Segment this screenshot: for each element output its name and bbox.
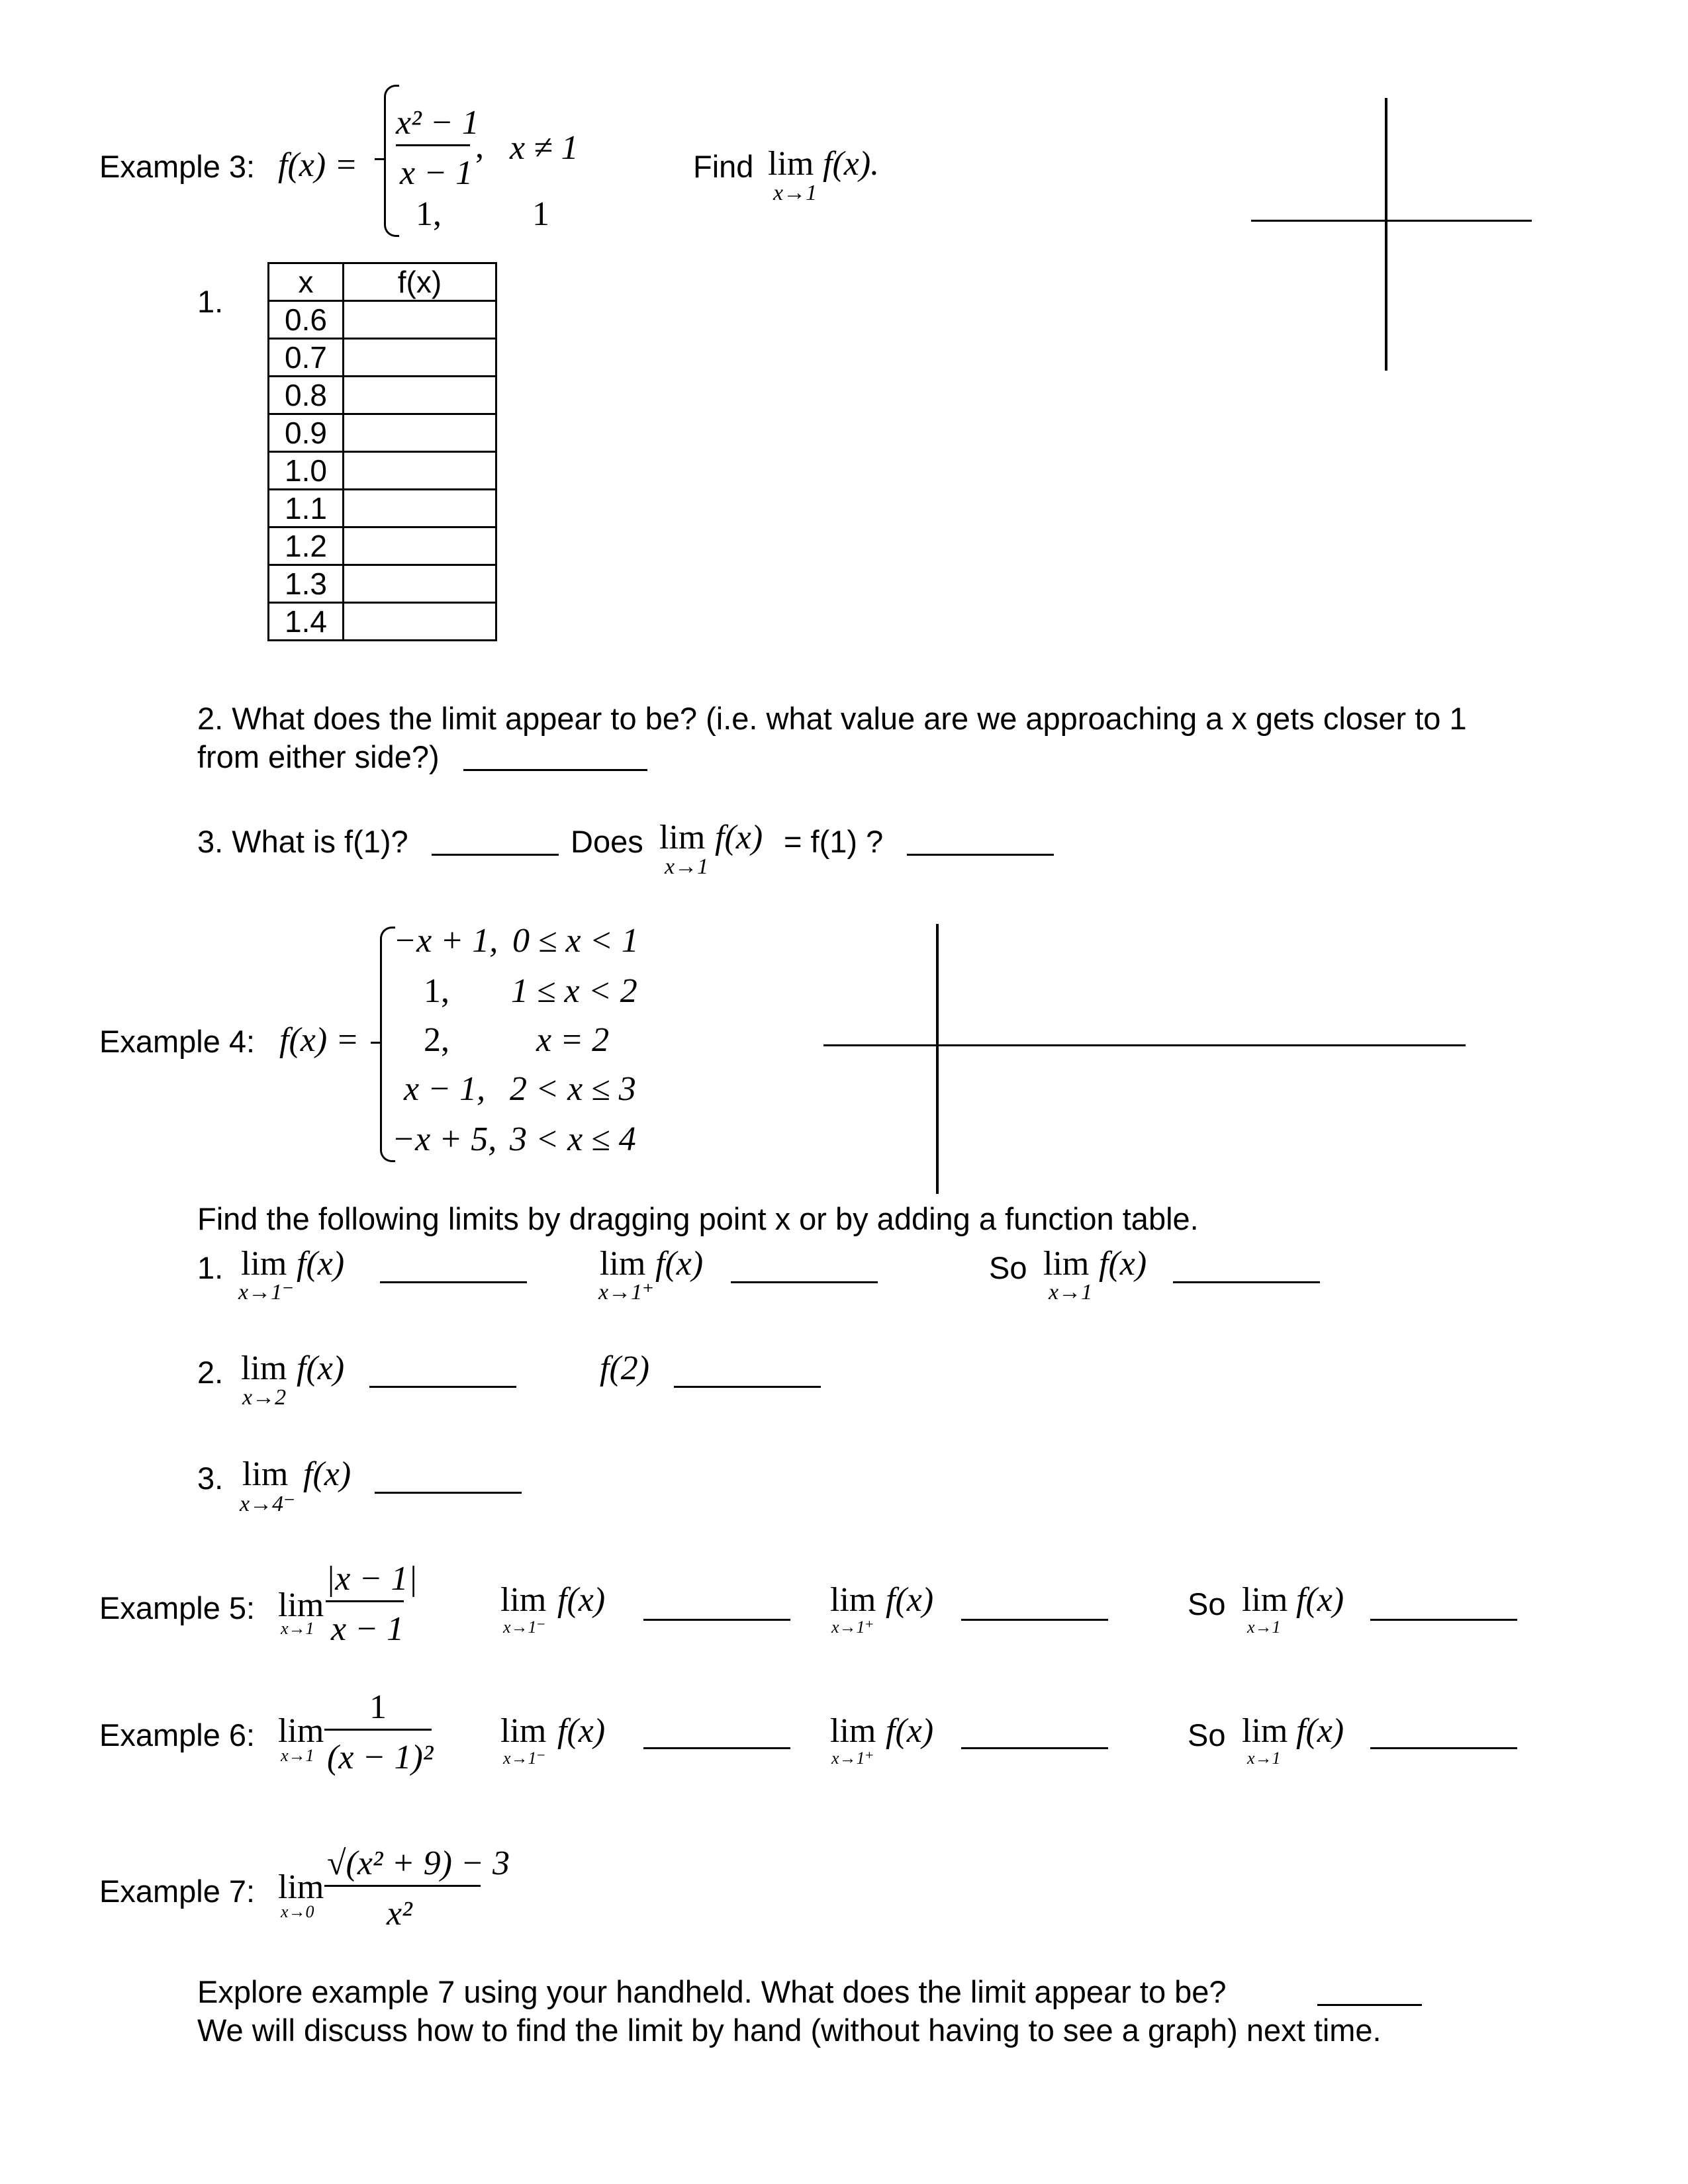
example3-find-sub: x→1 (773, 181, 818, 205)
example3-numerator: x² − 1 (396, 104, 479, 142)
e4-q2-limit-blank[interactable] (369, 1386, 516, 1388)
q3-fx: f(x) (715, 819, 763, 856)
table-cell-x: 1.3 (269, 565, 344, 603)
table-header-x: x (269, 263, 344, 301)
example7-denominator: x² (387, 1895, 412, 1933)
example5-lim-sub: x→1 (281, 1619, 314, 1638)
table-cell-x: 0.6 (269, 301, 344, 339)
q1-number: 1. (197, 284, 224, 319)
example5-sub-both: x→1 (1247, 1617, 1281, 1637)
piece-3-cond: x = 2 (536, 1021, 610, 1059)
example5-denominator: x − 1 (331, 1610, 404, 1648)
e4-q1-left-blank[interactable] (380, 1281, 527, 1283)
example3-denominator: x − 1 (400, 154, 473, 192)
piece-4-expr: x − 1, (404, 1070, 486, 1108)
example6-lim: lim (278, 1712, 324, 1750)
example3-find-fx: f(x). (823, 145, 880, 183)
piece-5-expr: −x + 5, (392, 1120, 497, 1158)
example7-explore: Explore example 7 using your handheld. What does the limit appear to be? (197, 1974, 1227, 2009)
table-cell-fx[interactable] (344, 452, 496, 490)
table-row (269, 527, 496, 565)
table-row (269, 452, 496, 490)
example6-both-blank[interactable] (1370, 1747, 1517, 1749)
axes2-x-axis (823, 1044, 1466, 1046)
axes1-x-axis (1251, 220, 1532, 222)
example5-lim-left: lim (500, 1581, 547, 1619)
axes1-y-axis (1385, 98, 1387, 371)
table-cell-fx[interactable] (344, 301, 496, 339)
q3-question: 3. What is f(1)? (197, 824, 408, 859)
example6-denominator: (x − 1)² (327, 1739, 434, 1776)
e4-q1-fx-both: f(x) (1099, 1245, 1147, 1283)
table-cell-x: 1.2 (269, 527, 344, 565)
e4-q2-f2: f(2) (600, 1349, 650, 1387)
piece-5-cond: 3 < x ≤ 4 (510, 1120, 636, 1158)
q3-f1-blank[interactable] (432, 854, 559, 856)
q3-does: Does (571, 824, 643, 859)
function-table (267, 262, 497, 641)
e4-q1-number: 1. (197, 1250, 224, 1285)
e4-q1-lim-left: lim (241, 1245, 287, 1283)
e4-q3-lim: lim (242, 1455, 289, 1493)
example7-answer-blank[interactable] (1317, 2004, 1422, 2006)
table-row (269, 565, 496, 603)
example6-lim-right: lim (830, 1712, 876, 1750)
table-cell-x: 0.7 (269, 339, 344, 377)
example3-label: Example 3: (99, 149, 256, 184)
e4-q1-sub-both: x→1 (1049, 1280, 1093, 1304)
e4-q3-sub: x→4⁻ (240, 1492, 296, 1516)
example7-fraction-bar (324, 1885, 481, 1887)
piece-4-cond: 2 < x ≤ 3 (510, 1070, 636, 1108)
piece-3-expr: 2, (424, 1021, 449, 1059)
table-header-row (269, 263, 496, 301)
q2-line1: 2. What does the limit appear to be? (i.e. what value are we approaching a x gets closer to 1 (197, 701, 1467, 736)
example3-brace-tip (375, 158, 384, 160)
table-row (269, 414, 496, 452)
example5-fx-both: f(x) (1296, 1581, 1344, 1619)
table-row (269, 603, 496, 641)
table-row (269, 490, 496, 527)
example7-label: Example 7: (99, 1874, 256, 1909)
example6-sub-left: x→1⁻ (503, 1749, 546, 1768)
example7-lim: lim (278, 1868, 324, 1906)
example7-discuss: We will discuss how to find the limit by hand (without having to see a graph) next time. (197, 2013, 1382, 2048)
example6-so: So (1188, 1717, 1226, 1752)
example3-fx: f(x) = (278, 146, 358, 184)
example4-fx: f(x) = (279, 1021, 359, 1059)
e4-q3-blank[interactable] (375, 1492, 522, 1494)
example4-brace-tip (371, 1042, 380, 1044)
table-cell-fx[interactable] (344, 414, 496, 452)
table-row (269, 339, 496, 377)
piece-2-cond: 1 ≤ x < 2 (511, 972, 637, 1010)
example5-label: Example 5: (99, 1590, 256, 1625)
e4-q3-fx: f(x) (303, 1455, 352, 1493)
piece-1-expr: −x + 1, (393, 922, 498, 960)
example5-fx-right: f(x) (886, 1581, 934, 1619)
table-header-fx: f(x) (344, 263, 496, 301)
e4-q1-lim-right: lim (600, 1245, 646, 1283)
e4-q1-so: So (989, 1250, 1027, 1285)
table-cell-x: 1.4 (269, 603, 344, 641)
e4-q1-fx-left: f(x) (297, 1245, 345, 1283)
table-cell-fx[interactable] (344, 377, 496, 414)
e4-q2-fx: f(x) (297, 1349, 345, 1387)
table-row (269, 301, 496, 339)
e4-q2-lim: lim (241, 1349, 287, 1387)
piece-2-expr: 1, (424, 972, 449, 1010)
e4-q1-fx-right: f(x) (655, 1245, 704, 1283)
example6-lim-left: lim (500, 1712, 547, 1750)
example7-lim-sub: x→0 (281, 1902, 314, 1921)
e4-q2-number: 2. (197, 1355, 224, 1390)
example5-lim-both: lim (1242, 1581, 1288, 1619)
example6-lim-both: lim (1242, 1712, 1288, 1750)
example6-fraction-bar (324, 1729, 432, 1731)
e4-q1-both-blank[interactable] (1173, 1281, 1320, 1283)
table-cell-fx[interactable] (344, 603, 496, 641)
example6-sub-right: x→1⁺ (831, 1749, 874, 1768)
example6-right-blank[interactable] (961, 1747, 1108, 1749)
example3-cond1: x ≠ 1 (510, 129, 579, 167)
e4-q3-number: 3. (197, 1461, 224, 1496)
q2-line2: from either side?) (197, 739, 440, 774)
table-cell-fx[interactable] (344, 527, 496, 565)
example5-both-blank[interactable] (1370, 1619, 1517, 1621)
example6-fx-right: f(x) (886, 1712, 934, 1750)
example5-fraction-bar (326, 1600, 404, 1602)
piece-1-cond: 0 ≤ x < 1 (512, 922, 639, 960)
table-cell-x: 0.9 (269, 414, 344, 452)
example6-numerator: 1 (369, 1688, 387, 1726)
example3-find-lim: lim (768, 145, 814, 183)
example5-lim-right: lim (830, 1581, 876, 1619)
example5-numerator: |x − 1| (326, 1560, 418, 1598)
table-cell-fx[interactable] (344, 565, 496, 603)
example3-val2: 1, (416, 195, 442, 233)
q3-lim: lim (659, 819, 706, 856)
example5-fx-left: f(x) (557, 1581, 606, 1619)
example6-lim-sub: x→1 (281, 1746, 314, 1765)
example5-lim: lim (278, 1586, 324, 1624)
e4-q1-lim-both: lim (1043, 1245, 1090, 1283)
table-row (269, 377, 496, 414)
table-cell-x: 1.1 (269, 490, 344, 527)
e4-q2-f2-blank[interactable] (674, 1386, 821, 1388)
table-cell-fx[interactable] (344, 339, 496, 377)
table-cell-x: 1.0 (269, 452, 344, 490)
q3-lim-sub: x→1 (665, 854, 709, 879)
e4-q2-sub: x→2 (242, 1385, 287, 1410)
table-cell-x: 0.8 (269, 377, 344, 414)
example5-right-blank[interactable] (961, 1619, 1108, 1621)
example5-sub-right: x→1⁺ (831, 1617, 874, 1637)
example4-label: Example 4: (99, 1024, 256, 1059)
example5-sub-left: x→1⁻ (503, 1617, 546, 1637)
table-cell-fx[interactable] (344, 490, 496, 527)
example6-sub-both: x→1 (1247, 1749, 1281, 1768)
q3-compare-blank[interactable] (907, 854, 1054, 856)
e4-q1-right-blank[interactable] (731, 1281, 878, 1283)
e4-q1-sub-right: x→1⁺ (598, 1280, 655, 1304)
example3-cond2: 1 (532, 195, 549, 233)
example3-find-label: Find (693, 149, 754, 184)
example3-fraction-bar (396, 144, 470, 146)
example6-fx-both: f(x) (1296, 1712, 1344, 1750)
example3-comma: , (475, 128, 484, 165)
q2-answer-blank[interactable] (463, 769, 647, 771)
e4-q1-sub-left: x→1⁻ (238, 1280, 295, 1304)
example5-so: So (1188, 1586, 1226, 1621)
example6-left-blank[interactable] (643, 1747, 790, 1749)
example4-instructions: Find the following limits by dragging point x or by adding a function table. (197, 1201, 1199, 1236)
example5-left-blank[interactable] (643, 1619, 790, 1621)
example7-numerator: √(x² + 9) − 3 (327, 1844, 510, 1882)
axes2-y-axis (936, 924, 939, 1194)
example6-label: Example 6: (99, 1717, 256, 1752)
example6-fx-left: f(x) (557, 1712, 606, 1750)
q3-equals-f1: = f(1) ? (784, 824, 884, 859)
